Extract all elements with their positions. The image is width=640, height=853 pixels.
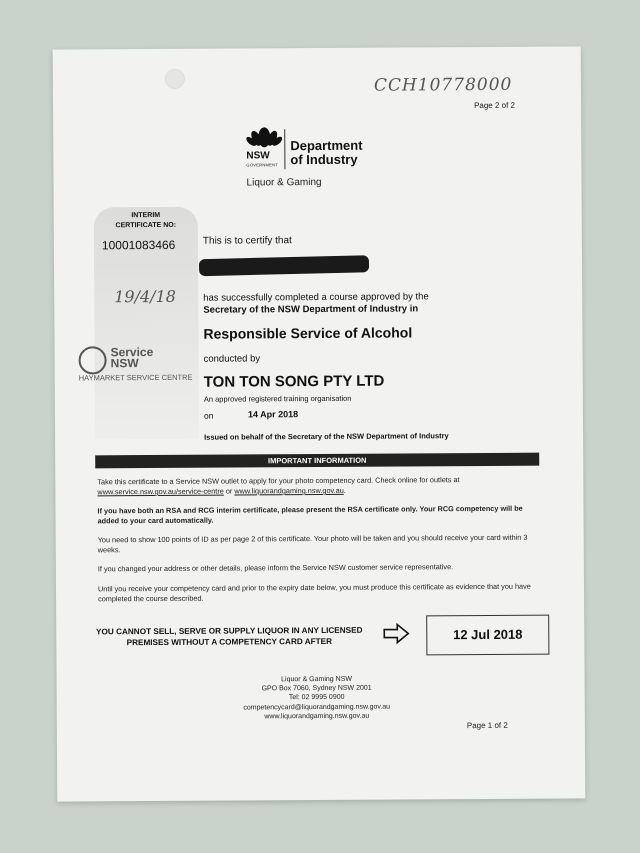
warning-line2: PREMISES WITHOUT A COMPETENCY CARD AFTER	[126, 636, 333, 647]
contact-website[interactable]: www.liquorandgaming.nsw.gov.au	[264, 712, 370, 721]
nsw-department-logo	[246, 121, 391, 182]
completed-text-line1: has successfully completed a course approved by the	[203, 291, 429, 304]
training-provider: TON TON SONG PTY LTD	[203, 372, 385, 391]
government-logo-text: GOVERNMENT	[246, 162, 279, 168]
contact-email[interactable]: competencycard@liquorandgaming.nsw.gov.au	[243, 703, 391, 712]
certify-text: This is to certify that	[202, 235, 292, 247]
info-paragraph-4: If you changed your address or other details, please inform the Service NSW customer service representative.	[97, 562, 454, 574]
info-paragraph-1	[97, 475, 537, 498]
contact-address: GPO Box 7060, Sydney NSW 2001	[261, 684, 372, 693]
info-paragraph-3: You need to show 100 points of ID as per page 2 of this certificate. Your photo will be taken and you should receive your card within 3 weeks.	[97, 532, 528, 555]
course-date: 14 Apr 2018	[247, 409, 299, 420]
conducted-by-label: conducted by	[203, 353, 261, 365]
info-paragraph-5: Until you receive your competency card and prior to the expiry date below, you must produce this certificate as evidence that you have completed the course described.	[97, 581, 531, 604]
punch-hole	[165, 69, 185, 89]
redacted-name	[199, 255, 369, 276]
globe-icon	[79, 346, 107, 374]
handwritten-reference: CCH10778000	[373, 74, 513, 96]
page-number-top: Page 2 of 2	[474, 100, 516, 111]
page-number-bottom: Page 1 of 2	[466, 720, 508, 731]
course-name: Responsible Service of Alcohol	[203, 324, 413, 342]
expiry-date-box: 12 Jul 2018	[426, 615, 549, 656]
certificate-page	[53, 46, 586, 801]
waratah-icon	[246, 121, 282, 151]
rto-text: An approved registered training organisation	[203, 393, 352, 404]
service-nsw-name-line2: NSW	[110, 356, 139, 371]
contact-org: Liquor & Gaming NSW	[281, 675, 352, 684]
nsw-logo-text: NSW	[246, 150, 270, 162]
contact-phone: Tel: 02 9995 0900	[288, 694, 345, 702]
certificate-number: 10001083466	[101, 237, 176, 253]
service-nsw-stamp	[79, 345, 199, 386]
arrow-right-icon	[382, 622, 410, 644]
on-label: on	[203, 410, 214, 421]
service-nsw-name-line1: Service	[110, 345, 154, 360]
department-name-line2: of Industry	[290, 151, 358, 168]
issued-on-behalf-text: Issued on behalf of the Secretary of the NSW Department of Industry	[204, 431, 449, 442]
certificate-label-line2: CERTIFICATE NO:	[115, 221, 177, 230]
service-centre-name: HAYMARKET SERVICE CENTRE	[78, 372, 193, 383]
logo-divider	[284, 129, 285, 169]
warning-line1: YOU CANNOT SELL, SERVE OR SUPPLY LIQUOR IN ANY LICENSED	[96, 625, 363, 637]
liquor-gaming-link[interactable]: www.liquorandgaming.nsw.gov.au	[234, 485, 344, 496]
service-centre-link[interactable]: www.service.nsw.gov.au/service-centre	[97, 486, 224, 497]
division-name: Liquor & Gaming	[246, 176, 322, 189]
important-information-header: IMPORTANT INFORMATION	[95, 453, 539, 469]
department-name-line1: Department	[290, 137, 363, 154]
info-p1-or: or	[223, 486, 235, 496]
completed-text-line2: Secretary of the NSW Department of Industry in	[203, 303, 419, 316]
info-paragraph-2: If you have both an RSA and RCG interim certificate, please present the RSA certificate only. Your RCG competency will be added to your card automatically.	[97, 503, 523, 526]
certificate-number-label	[94, 211, 198, 232]
contact-details	[207, 674, 427, 721]
info-p1-text: Take this certificate to a Service NSW outlet to apply for your photo competency card. Check online for outlets at	[97, 475, 460, 487]
handwritten-date: 19/4/18	[114, 286, 176, 307]
info-p1-end: .	[343, 485, 346, 495]
competency-warning	[86, 626, 372, 649]
certificate-label-line1: INTERIM	[131, 211, 161, 220]
